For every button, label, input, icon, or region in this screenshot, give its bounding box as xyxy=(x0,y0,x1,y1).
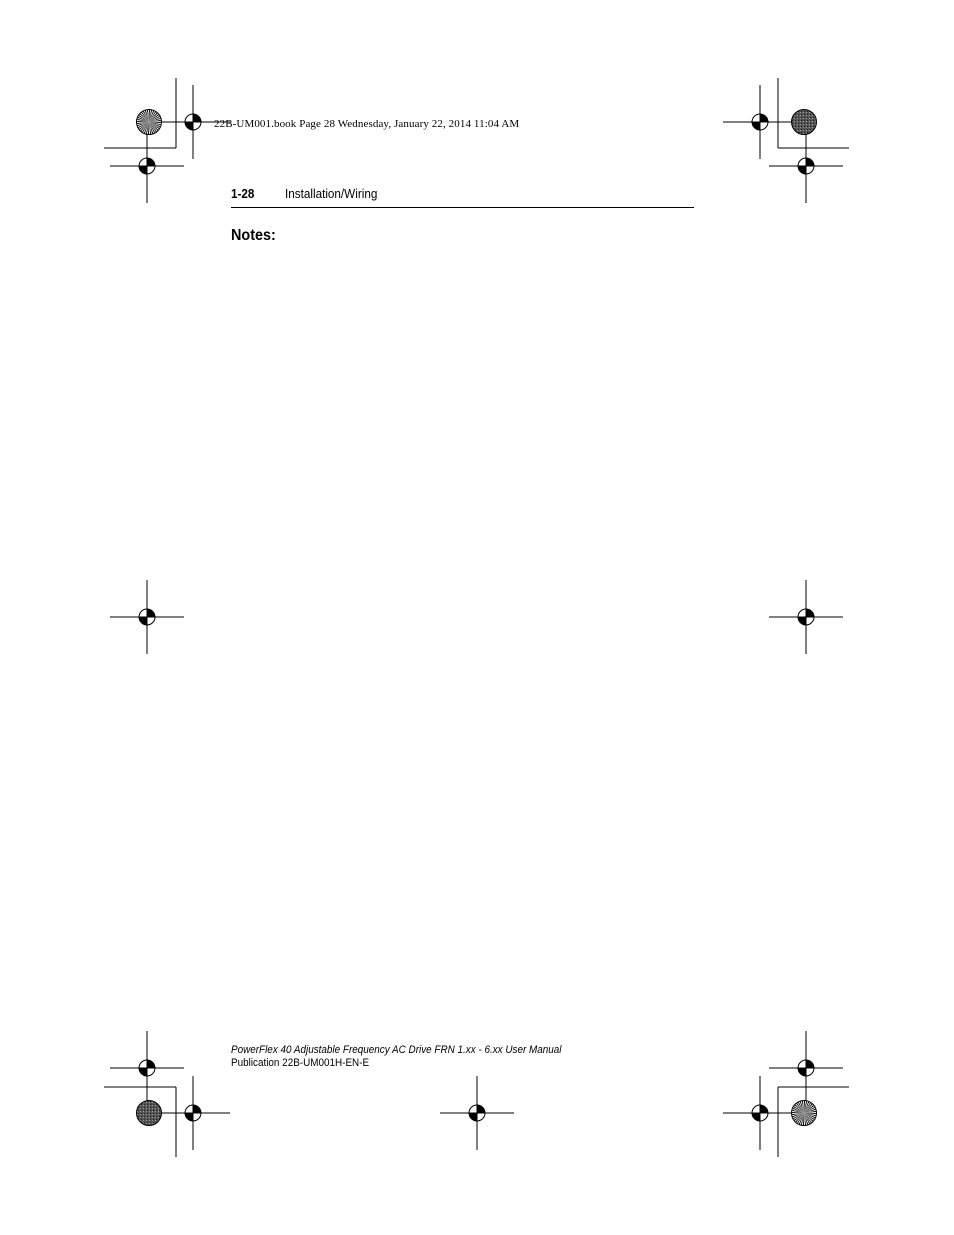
running-header xyxy=(231,185,694,208)
registration-mark-icon xyxy=(110,1031,184,1105)
footer-manual-title: PowerFlex 40 Adjustable Frequency AC Drive FRN 1.xx - 6.xx User Manual xyxy=(231,1044,562,1056)
registration-mark-icon xyxy=(110,129,184,203)
color-wheel-icon xyxy=(792,1101,817,1126)
section-title: Installation/Wiring xyxy=(285,186,378,201)
color-wheel-icon xyxy=(137,1101,162,1126)
footer-publication: Publication 22B-UM001H-EN-E xyxy=(231,1057,370,1069)
page-number: 1-28 xyxy=(231,186,255,201)
page-footer xyxy=(231,1044,561,1070)
registration-mark-icon xyxy=(110,580,184,654)
registration-mark-icon xyxy=(440,1076,514,1150)
color-wheel-icon xyxy=(137,110,162,135)
color-wheel-icon xyxy=(792,110,817,135)
notes-heading: Notes: xyxy=(231,227,276,244)
slug-line: 22B-UM001.book Page 28 Wednesday, January 22, 2014 11:04 AM xyxy=(214,118,520,130)
registration-mark-icon xyxy=(769,1031,843,1105)
registration-mark-icon xyxy=(769,129,843,203)
registration-mark-icon xyxy=(769,580,843,654)
crop-mark-icon xyxy=(104,78,849,1157)
